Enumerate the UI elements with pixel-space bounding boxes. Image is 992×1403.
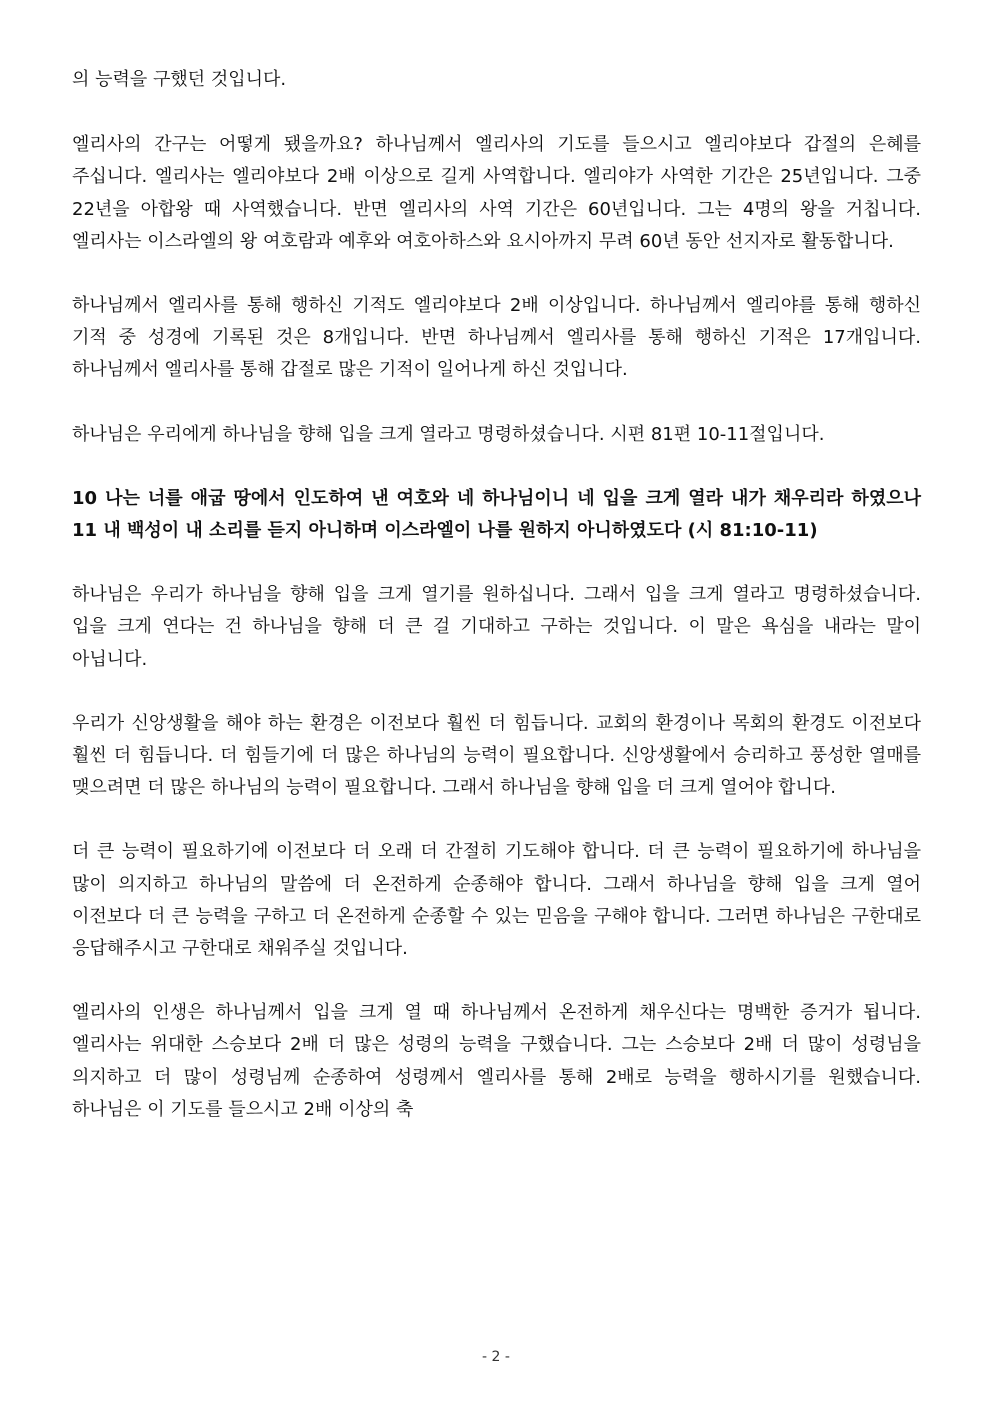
document-body: [72, 64, 921, 1158]
page-number: - 2 -: [482, 1349, 510, 1365]
paragraph-8: 더 큰 능력이 필요하기에 이전보다 더 오래 더 간절히 기도해야 합니다. 더 큰 능력이 필요하기에 하나님을 많이 의지하고 하나님의 말씀에 더 온전하게 순종해야 합니다. 그래서 하나님을 향해 입을 크게 열어 이전보다 더 큰 능력을 구하고 더 온전하게 순종할 수 있는 믿음을 구해야 합니다. 그러면 하나님은 구한대로 응답해주시고 구한대로 채워주실 것입니다.: [72, 841, 921, 960]
paragraph-7: 우리가 신앙생활을 해야 하는 환경은 이전보다 훨씬 더 힘듭니다. 교회의 환경이나 목회의 환경도 이전보다 훨씬 더 힘듭니다. 더 힘들기에 더 많은 하나님의 능력이 필요합니다. 신앙생활에서 승리하고 풍성한 열매를 맺으려면 더 많은 하나님의 능력이 필요합니다. 그래서 하나님을 향해 입을 더 크게 열어야 합니다.: [72, 712, 921, 799]
paragraph-2: 엘리사의 간구는 어떻게 됐을까요? 하나님께서 엘리사의 기도를 들으시고 엘리야보다 갑절의 은혜를 주십니다. 엘리사는 엘리야보다 2배 이상으로 길게 사역합니다. 엘리야가 사역한 기간은 25년입니다. 그중 22년을 아합왕 때 사역했습니다. 반면 엘리사의 사역 기간은 60년입니다. 그는 4명의 왕을 거칩니다. 엘리사는 이스라엘의 왕 여호람과 예후와 여호아하스와 요시아까지 무려 60년 동안 선지자로 활동합니다.: [72, 134, 921, 252]
paragraph-4: 하나님은 우리에게 하나님을 향해 입을 크게 열라고 명령하셨습니다. 시편 81편 10-11절입니다.: [72, 423, 825, 445]
paragraph-9: 엘리사의 인생은 하나님께서 입을 크게 열 때 하나님께서 온전하게 채우신다는 명백한 증거가 됩니다. 엘리사는 위대한 스승보다 2배 더 많은 성령의 능력을 구했습니다. 그는 스승보다 2배 더 많이 성령님을 의지하고 더 많이 성령님께 순종하여 성령께서 엘리사를 통해 2배로 능력을 행하시기를 원했습니다. 하나님은 이 기도를 들으시고 2배 이상의 축: [72, 1002, 921, 1120]
paragraph-1: 의 능력을 구했던 것입니다.: [72, 69, 287, 90]
paragraph-3: 하나님께서 엘리사를 통해 행하신 기적도 엘리야보다 2배 이상입니다. 하나님께서 엘리야를 통해 행하신 기적 중 성경에 기록된 것은 8개입니다. 반면 하나님께서 엘리사를 통해 행하신 기적은 17개입니다. 하나님께서 엘리사를 통해 갑절로 많은 기적이 일어나게 하신 것입니다.: [72, 295, 921, 381]
paragraph-6: 하나님은 우리가 하나님을 향해 입을 크게 열기를 원하십니다. 그래서 입을 크게 열라고 명령하셨습니다. 입을 크게 연다는 건 하나님을 향해 더 큰 걸 기대하고 구하는 것입니다. 이 말은 욕심을 내라는 말이 아닙니다.: [72, 584, 921, 670]
scripture-quote: 10 나는 너를 애굽 땅에서 인도하여 낸 여호와 네 하나님이니 네 입을 크게 열라 내가 채우리라 하였으나 11 내 백성이 내 소리를 듣지 아니하며 이스라엘이 나를 원하지 아니하였도다 (시 81:10-11): [72, 487, 921, 542]
